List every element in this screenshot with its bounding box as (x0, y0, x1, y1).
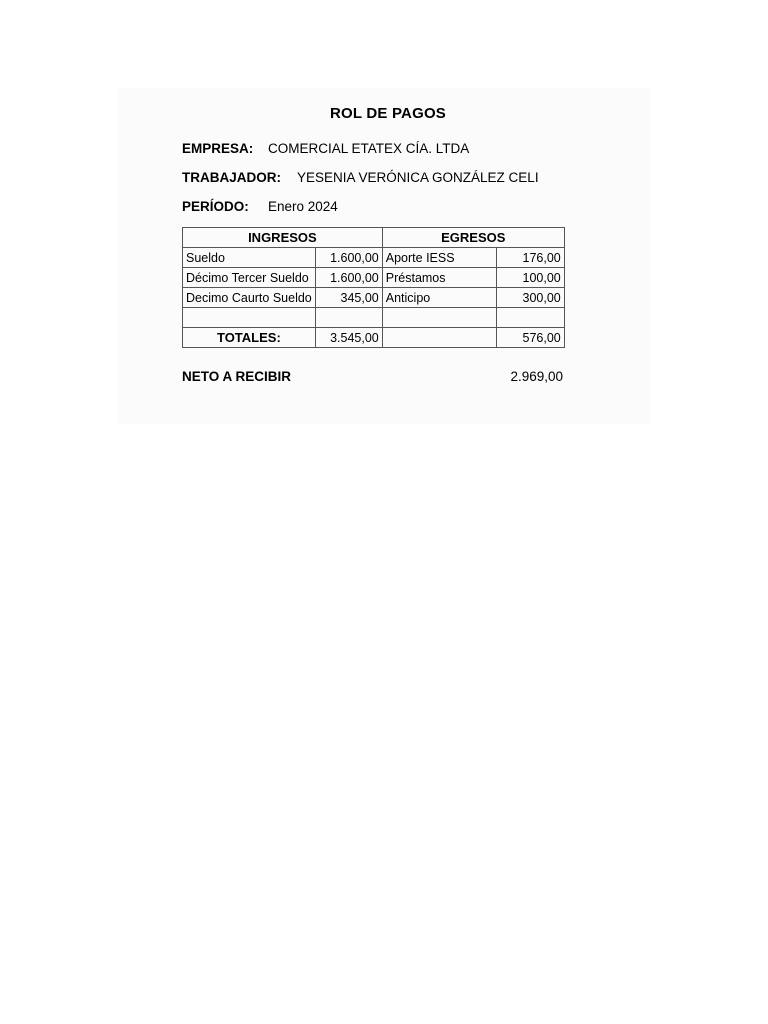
empresa-value: COMERCIAL ETATEX CÍA. LTDA (268, 141, 470, 156)
total-ingresos: 3.545,00 (315, 328, 382, 348)
egreso-amount: 300,00 (496, 288, 564, 308)
document-title (0, 105, 768, 122)
net-pay-value: 2.969,00 (510, 369, 563, 384)
trabajador-field (182, 170, 539, 185)
periodo-value: Enero 2024 (268, 199, 338, 214)
egreso-amount: 100,00 (496, 268, 564, 288)
table-row (183, 288, 565, 308)
ingreso-amount: 345,00 (315, 288, 382, 308)
document-title-text: ROL DE PAGOS (329, 105, 447, 122)
table-row (183, 248, 565, 268)
ingreso-amount (315, 308, 382, 328)
ingreso-concept: Decimo Caurto Sueldo (183, 288, 316, 308)
ingresos-header: INGRESOS (183, 228, 383, 248)
totals-egresos-label (382, 328, 496, 348)
empresa-field (182, 141, 470, 156)
payroll-table (182, 227, 565, 348)
ingreso-amount: 1.600,00 (315, 248, 382, 268)
ingreso-amount: 1.600,00 (315, 268, 382, 288)
empresa-label: EMPRESA: (182, 141, 254, 156)
total-egresos: 576,00 (496, 328, 564, 348)
egresos-header: EGRESOS (382, 228, 564, 248)
periodo-label: PERÍODO: (182, 199, 249, 214)
egreso-amount (496, 308, 564, 328)
egreso-concept: Anticipo (382, 288, 496, 308)
egreso-concept (382, 308, 496, 328)
egreso-concept: Aporte IESS (382, 248, 496, 268)
egreso-concept: Préstamos (382, 268, 496, 288)
trabajador-label: TRABAJADOR: (182, 170, 281, 185)
net-pay-label: NETO A RECIBIR (182, 369, 292, 384)
totals-label: TOTALES: (183, 328, 316, 348)
trabajador-value: YESENIA VERÓNICA GONZÁLEZ CELI (297, 170, 539, 185)
egreso-amount: 176,00 (496, 248, 564, 268)
periodo-field (182, 199, 338, 214)
net-pay-line (182, 369, 563, 384)
totals-row (183, 328, 565, 348)
ingreso-concept: Décimo Tercer Sueldo (183, 268, 316, 288)
ingreso-concept (183, 308, 316, 328)
ingreso-concept: Sueldo (183, 248, 316, 268)
table-row-empty (183, 308, 565, 328)
table-header-row (183, 228, 565, 248)
table-row (183, 268, 565, 288)
